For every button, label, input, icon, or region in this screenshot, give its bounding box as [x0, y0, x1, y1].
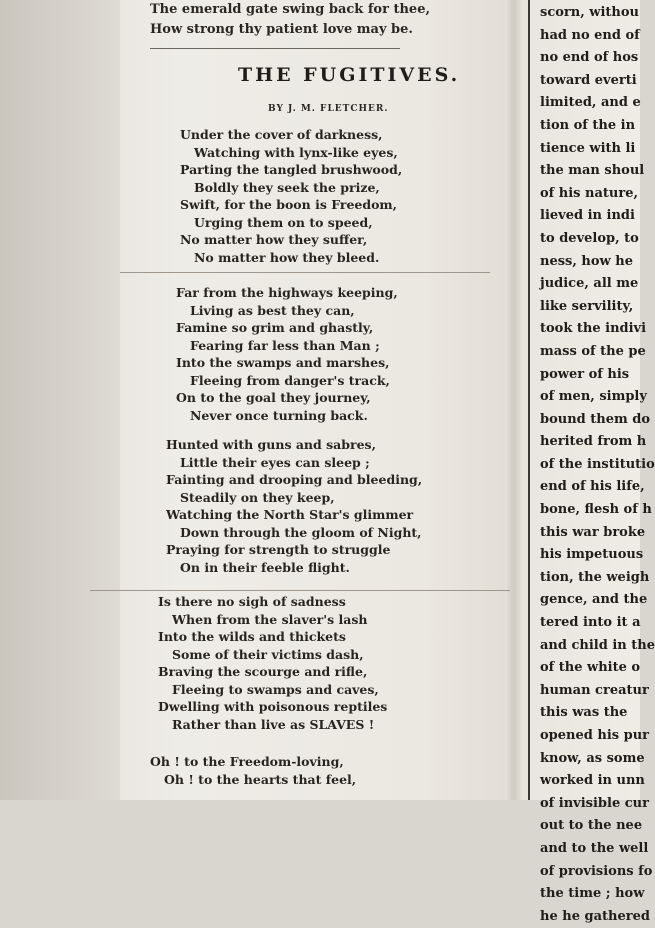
right-column-line: end of his life, [540, 479, 645, 495]
right-column-line: bone, flesh of h [540, 502, 652, 518]
right-column-line: the time ; how [540, 886, 645, 902]
poem-line: Swift, for the boon is Freedom, [180, 197, 398, 212]
right-column-line: tered into it a [540, 615, 641, 631]
right-column-line: judice, all me [540, 276, 639, 292]
right-column-line: of men, simply [540, 389, 647, 405]
poem-line: Fleeing to swamps and caves, [172, 681, 379, 697]
right-column-line: tion of the in [540, 117, 636, 133]
right-column-line: of the institutio [540, 456, 655, 472]
right-column-line: toward everti [540, 72, 637, 88]
right-column-line: had no end of [540, 27, 640, 43]
left-margin-shadow [0, 0, 120, 800]
poem-byline: BY J. M. FLETCHER. [268, 104, 389, 114]
right-column-line: lieved in indi [540, 208, 635, 224]
poem-line: Praying for strength to struggle [166, 542, 391, 557]
right-column-line: limited, and e [540, 95, 641, 111]
right-column-line: scorn, withou [540, 5, 639, 20]
right-column-line: of the white o [540, 660, 641, 676]
poem-line: Watching the North Star's glimmer [166, 507, 414, 522]
right-column-line: like servility, [540, 298, 634, 314]
right-column-line: of his nature, [540, 185, 639, 201]
top-line-2: How strong thy patient love may be. [150, 22, 413, 37]
poem-line: Into the swamps and marshes, [176, 355, 390, 370]
right-column-line: this was the [540, 705, 628, 721]
stanza-2 [176, 284, 398, 424]
poem-line: Famine so grim and ghastly, [176, 320, 374, 335]
right-column-line: this war broke [540, 524, 646, 540]
poem-line: Little their eyes can sleep ; [180, 454, 370, 470]
poem-line: On to the goal they journey, [176, 390, 371, 405]
poem-title: THE FUGITIVES. [238, 64, 461, 86]
right-column-line: tience with li [540, 140, 636, 156]
poem-line: Boldly they seek the prize, [194, 179, 380, 195]
poem-line: Dwelling with poisonous reptiles [158, 699, 388, 714]
poem-line: No matter how they suffer, [180, 232, 368, 247]
poem-line: No matter how they bleed. [194, 249, 380, 265]
top-line-1: The emerald gate swing back for thee, [150, 2, 431, 17]
right-column-line: power of his [540, 366, 630, 382]
poem-line: Never once turning back. [190, 407, 368, 423]
poem-line: Is there no sigh of sadness [158, 594, 346, 609]
right-column-line: tion, the weigh [540, 569, 650, 585]
stanza-4 [158, 593, 387, 733]
right-column-line: he he gathered [540, 908, 650, 924]
stanza-3 [166, 436, 422, 576]
column-rule [528, 0, 530, 800]
right-column-line: his impetuous [540, 547, 644, 563]
right-column-line: mass of the pe [540, 343, 646, 359]
poem-top-fragment [150, 0, 450, 40]
right-column-line: worked in unn [540, 773, 645, 789]
poem-line: Under the cover of darkness, [180, 127, 383, 142]
poem-line: On in their feeble flight. [180, 559, 350, 575]
right-column-line: of provisions fo [540, 863, 653, 879]
poem-line: Parting the tangled brushwood, [180, 162, 403, 177]
top-divider [150, 48, 400, 49]
right-column-line: out to the nee [540, 818, 643, 834]
poem-line: Fainting and drooping and bleeding, [166, 472, 423, 487]
right-column-line: gence, and the [540, 592, 648, 608]
poem-line: Oh ! to the Freedom-loving, [150, 754, 344, 769]
right-column-line: the man shoul [540, 163, 645, 179]
poem-line: Steadily on they keep, [180, 489, 335, 505]
poem-line: Watching with lynx-like eyes, [194, 144, 398, 160]
right-column-line: herited from h [540, 434, 647, 450]
poem-line: Fearing far less than Man ; [190, 337, 380, 353]
right-column-line: to develop, to [540, 230, 639, 246]
stanza-divider [90, 590, 510, 591]
right-column-line: human creatur [540, 682, 649, 698]
poem-line: Far from the highways keeping, [176, 285, 398, 300]
poem-line: Down through the gloom of Night, [180, 524, 422, 540]
stanza-1 [180, 126, 402, 266]
right-column-text [540, 2, 655, 928]
poem-line: Oh ! to the hearts that feel, [164, 771, 357, 787]
right-column-line: know, as some [540, 750, 645, 766]
right-column-line: and child in the [540, 637, 655, 653]
page-fold [505, 0, 523, 800]
right-column-line: and to the well [540, 840, 649, 856]
poem-line: Braving the scourge and rifle, [158, 664, 368, 679]
right-column-line: no end of hos [540, 50, 639, 66]
stanza-divider [120, 272, 490, 273]
poem-line: Rather than live as SLAVES ! [172, 716, 375, 732]
right-column-line: of invisible cur [540, 795, 649, 811]
poem-line: Urging them on to speed, [194, 214, 373, 230]
poem-line: When from the slaver's lash [172, 611, 368, 627]
poem-line: Fleeing from danger's track, [190, 372, 390, 388]
poem-line: Living as best they can, [190, 302, 355, 318]
poem-line: Some of their victims dash, [172, 646, 364, 662]
poem-line: Into the wilds and thickets [158, 629, 346, 644]
stanza-5 [150, 753, 356, 788]
poem-line: Hunted with guns and sabres, [166, 437, 376, 452]
right-column-line: opened his pur [540, 728, 649, 743]
right-column-line: ness, how he [540, 253, 633, 269]
right-column-line: took the indivi [540, 321, 647, 337]
right-column-line: bound them do [540, 411, 651, 427]
